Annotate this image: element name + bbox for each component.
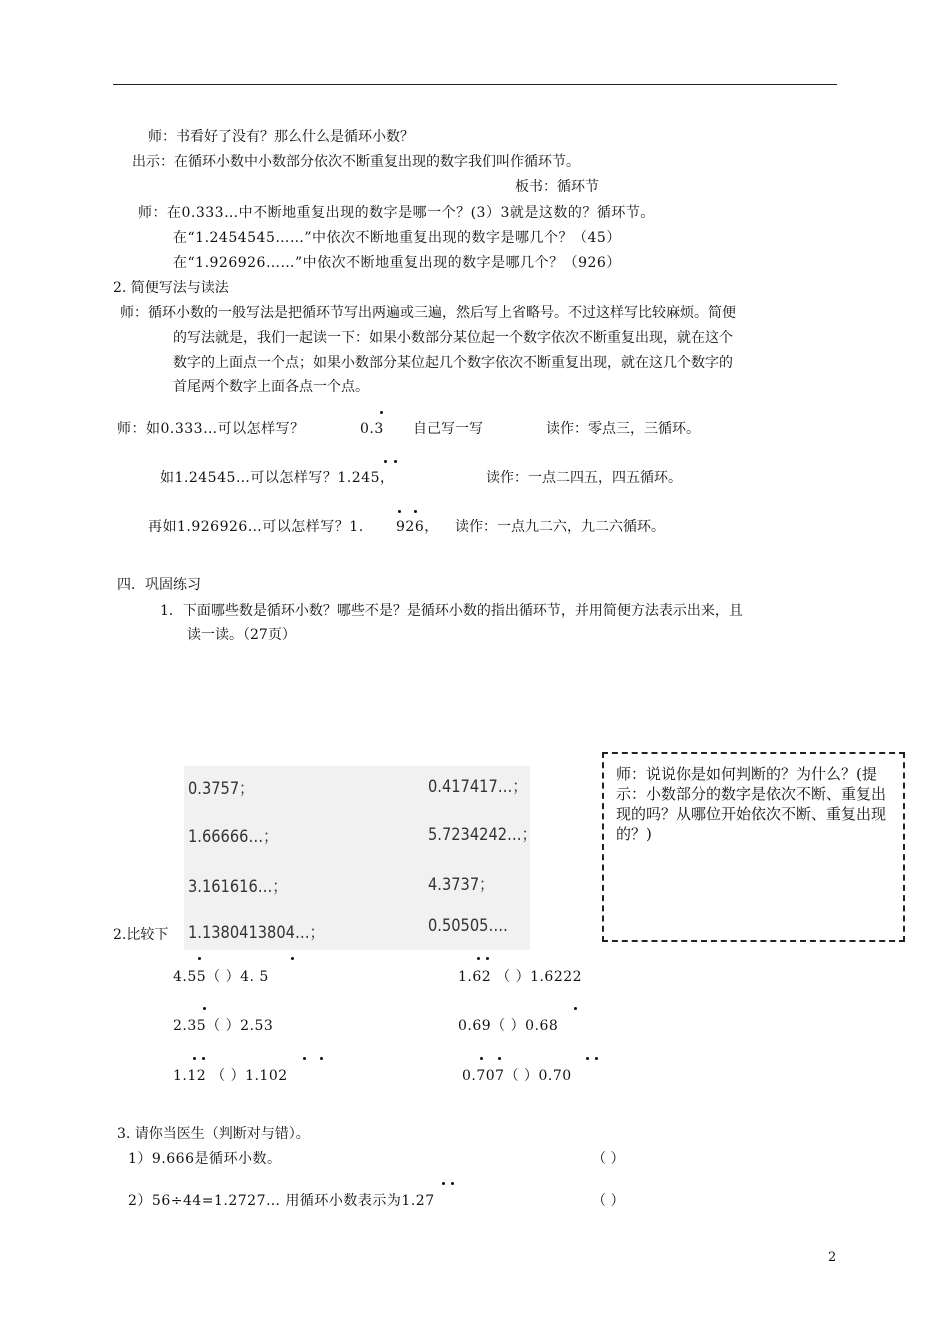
exercise-number-image (184, 766, 537, 950)
notation-paragraph-4: 首尾两个数字上面各点一个点。 (173, 379, 369, 395)
example3-reading: 读作：一点九二六，九二六循环。 (455, 519, 665, 535)
teacher-question: 师：书看好了没有？那么什么是循环小数？ (148, 129, 414, 145)
repeat-dot (198, 957, 201, 960)
repeat-dot (398, 510, 401, 513)
hint-text: 师：说说你是如何判断的？为什么？(提示：小数部分的数字是依次不断、重复出现的吗？从哪位开始依次不断、重复出现的？) (616, 765, 887, 843)
repeat-dot (380, 411, 383, 414)
judge-answer-1[interactable]: （ ） (592, 1151, 625, 1167)
number-item: 5.7234242…； (428, 825, 537, 845)
example-line-3: 在“1.926926……”中依次不断地重复出现的数字是哪几个？（926） (173, 255, 621, 271)
number-item: 0.50505…. (428, 916, 508, 936)
repeat-dot (498, 1057, 501, 1060)
repeat-dot (595, 1057, 598, 1060)
repeat-dot (480, 1057, 483, 1060)
repeat-dot (303, 1057, 306, 1060)
section-heading-notation: 2. 简便写法与读法 (113, 280, 229, 296)
example3-question: 再如1.926926…可以怎样写？1. (148, 519, 364, 535)
repeat-dot (202, 1057, 205, 1060)
number-item: 4.3737； (428, 875, 494, 895)
exercise2-heading: 2.比较下 (113, 927, 169, 943)
example1-reading: 读作：零点三，三循环。 (546, 421, 700, 437)
compare-item: 0.707（ ）0.70 (462, 1068, 572, 1084)
number-item: 1.66666…； (188, 827, 278, 847)
repeat-dot (193, 1057, 196, 1060)
page-number: 2 (828, 1250, 837, 1265)
number-item: 3.161616…； (188, 877, 288, 897)
notation-paragraph-2: 的写法就是，我们一起读一下：如果小数部分某位起一个数字依次不断重复出现，就在这个 (173, 330, 733, 346)
exercise3-heading: 3. 请你当医生（判断对与错）。 (117, 1126, 310, 1142)
compare-item: 2.35（ ）2.53 (173, 1018, 274, 1034)
repeat-dot (414, 510, 417, 513)
compare-item: 1.12 （ ）1.102 (173, 1068, 288, 1084)
repeat-dot (451, 1182, 454, 1185)
hint-box (602, 752, 905, 942)
notation-paragraph-3: 数字的上面点一个点；如果小数部分某位起几个数字依次不断重复出现，就在这几个数字的 (173, 355, 733, 371)
example3-answer: 926， (396, 519, 439, 535)
example2-reading: 读作：一点二四五，四五循环。 (486, 470, 682, 486)
section-heading-practice: 四．巩固练习 (117, 577, 201, 593)
judge-item-2: 2）56÷44=1.2727… 用循环小数表示为1.27 (128, 1193, 435, 1209)
judge-answer-2[interactable]: （ ） (592, 1193, 625, 1209)
number-item: 1.1380413804…； (188, 923, 325, 943)
judge-item-1: 1）9.666是循环小数。 (128, 1151, 282, 1167)
exercise1-text-cont: 读一读。（27页） (187, 627, 296, 643)
definition: 出示：在循环小数中小数部分依次不断重复出现的数字我们叫作循环节。 (132, 154, 580, 170)
notation-paragraph-1: 师：循环小数的一般写法是把循环节写出两遍或三遍，然后写上省略号。不过这样写比较麻烦。简便 (120, 305, 736, 321)
repeat-dot (574, 1007, 577, 1010)
exercise1-text: 1．下面哪些数是循环小数？哪些不是？是循环小数的指出循环节，并用简便方法表示出来，且 (160, 603, 743, 619)
repeat-dot (384, 460, 387, 463)
repeat-dot (394, 460, 397, 463)
repeat-dot (291, 957, 294, 960)
example-line-1: 师：在0.333…中不断地重复出现的数字是哪一个？(3）3就是这数的？循环节。 (138, 205, 655, 221)
repeat-dot (486, 957, 489, 960)
number-item: 0.3757； (188, 779, 254, 799)
repeat-dot (586, 1057, 589, 1060)
compare-item: 4.55（ ）4. 5 (173, 969, 269, 985)
compare-item: 1.62 （ ）1.6222 (458, 969, 583, 985)
example2-question: 如1.24545…可以怎样写？1.245， (160, 470, 395, 486)
example1-answer: 0.3 (360, 421, 384, 437)
example1-prompt: 自己写一写 (413, 421, 483, 437)
board-note: 板书：循环节 (515, 179, 599, 195)
repeat-dot (477, 957, 480, 960)
repeat-dot (320, 1057, 323, 1060)
example-line-2: 在“1.2454545……”中依次不断地重复出现的数字是哪几个？（45） (173, 230, 621, 246)
compare-item: 0.69（ ）0.68 (458, 1018, 559, 1034)
header-rule (113, 84, 837, 85)
repeat-dot (442, 1182, 445, 1185)
example1-question: 师：如0.333…可以怎样写？ (117, 421, 305, 437)
number-item: 0.417417…； (428, 777, 528, 797)
repeat-dot (203, 1007, 206, 1010)
